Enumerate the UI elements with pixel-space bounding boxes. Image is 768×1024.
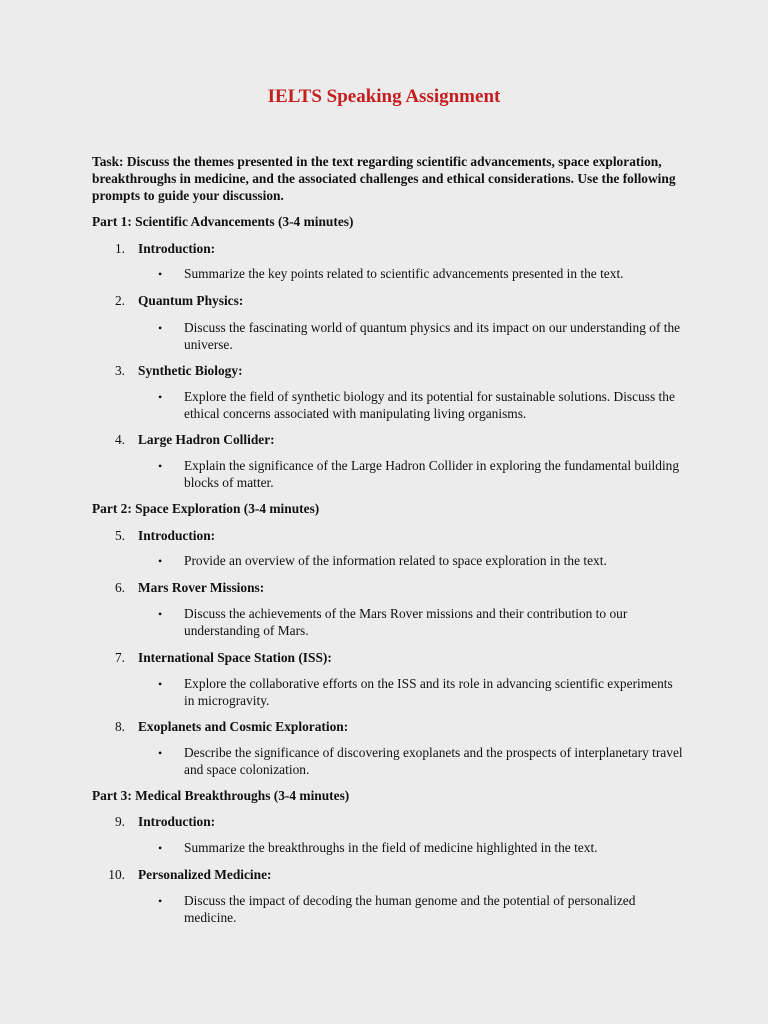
item-text: Provide an overview of the information related to space exploration in the text.	[184, 553, 607, 568]
item-text: Explore the field of synthetic biology and its potential for sustainable solutions. Discuss the ethical concerns associated with manipulating living organisms.	[184, 389, 675, 421]
item-number: 5.	[114, 528, 125, 543]
item-heading: Synthetic Biology:	[138, 363, 243, 378]
item-text: Discuss the achievements of the Mars Rover missions and their contribution to our understanding of Mars.	[184, 606, 628, 638]
item-heading: International Space Station (ISS):	[138, 650, 332, 665]
task-description: Task: Discuss the themes presented in the text regarding scientific advancements, space exploration, breakthroughs in medicine, and the associated challenges and ethical considerations. Use the following prompts to guide your discussion.	[92, 154, 676, 203]
bullet-icon: •	[158, 321, 163, 335]
item-text: Summarize the breakthroughs in the field of medicine highlighted in the text.	[184, 840, 598, 855]
bullet-icon: •	[158, 607, 163, 621]
item-text: Discuss the fascinating world of quantum physics and its impact on our understanding of the universe.	[184, 320, 681, 352]
item-heading: Large Hadron Collider:	[138, 432, 275, 447]
item-heading: Introduction:	[138, 528, 216, 543]
item-number: 3.	[114, 363, 125, 378]
bullet-icon: •	[158, 677, 163, 691]
item-heading: Quantum Physics:	[138, 293, 244, 308]
bullet-icon: •	[158, 554, 163, 568]
bullet-icon: •	[158, 894, 163, 908]
part-2-heading: Part 2: Space Exploration (3-4 minutes)	[92, 501, 320, 516]
item-heading: Introduction:	[138, 241, 216, 256]
item-text: Describe the significance of discovering exoplanets and the prospects of interplanetary travel and space colonization.	[184, 745, 683, 777]
item-number: 9.	[114, 814, 125, 829]
part-3-heading: Part 3: Medical Breakthroughs (3-4 minutes)	[92, 788, 350, 803]
item-heading: Exoplanets and Cosmic Exploration:	[138, 719, 349, 734]
item-number: 1.	[114, 241, 125, 256]
bullet-icon: •	[158, 390, 163, 404]
bullet-icon: •	[158, 459, 163, 473]
item-number: 7.	[114, 650, 125, 665]
item-text: Explain the significance of the Large Hadron Collider in exploring the fundamental building blocks of matter.	[184, 458, 680, 490]
bullet-icon: •	[158, 841, 163, 855]
item-number: 10.	[108, 867, 125, 882]
item-heading: Personalized Medicine:	[138, 867, 272, 882]
item-heading: Mars Rover Missions:	[138, 580, 265, 595]
bullet-icon: •	[158, 746, 163, 760]
document-title: IELTS Speaking Assignment	[267, 86, 501, 107]
item-text: Discuss the impact of decoding the human genome and the potential of personalized medicine.	[184, 893, 636, 925]
item-number: 2.	[114, 293, 125, 308]
bullet-icon: •	[158, 267, 163, 281]
item-heading: Introduction:	[138, 814, 216, 829]
item-number: 4.	[114, 432, 125, 447]
item-text: Summarize the key points related to scientific advancements presented in the text.	[184, 266, 624, 281]
item-number: 6.	[114, 580, 125, 595]
item-text: Explore the collaborative efforts on the ISS and its role in advancing scientific experiments in microgravity.	[184, 676, 673, 708]
part-1-heading: Part 1: Scientific Advancements (3-4 minutes)	[92, 214, 354, 229]
item-number: 8.	[114, 719, 125, 734]
